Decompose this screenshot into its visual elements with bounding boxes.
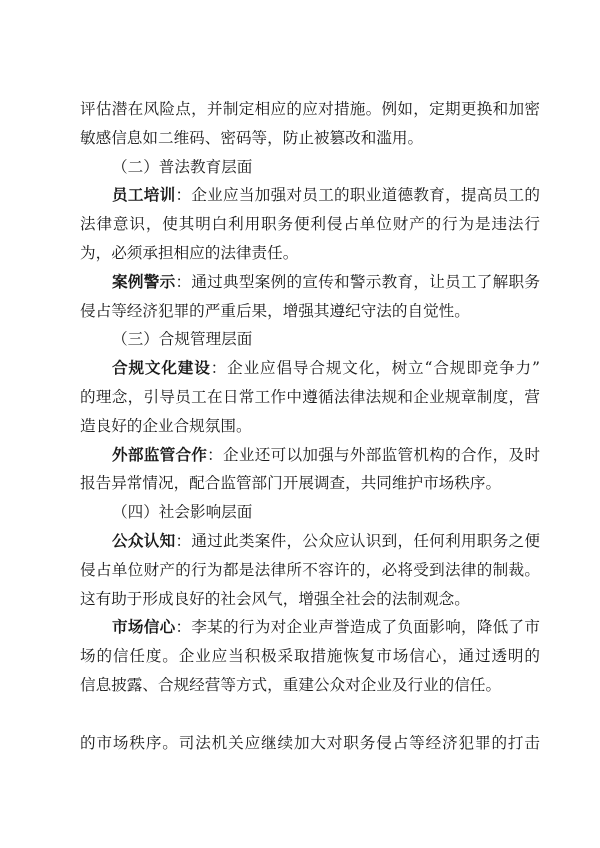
paragraph-first-line: [112, 271, 540, 293]
paragraph-first-line: [112, 184, 540, 206]
text-line: 侵占单位财产的行为都是法律所不容许的，必将受到法律的制裁。: [80, 560, 540, 579]
paragraph-first-line: [112, 616, 540, 638]
text-run: ：企业还可以加强与外部监管机构的合作，及时: [207, 445, 540, 464]
text-line: 场的信任度。企业应当积极采取措施恢复市场信心，通过透明的: [80, 647, 540, 666]
text-line: 法律意识，使其明白利用职务便利侵占单位财产的行为是违法行: [80, 215, 540, 234]
text-line: 的理念，引导员工在日常工作中遵循法律法规和企业规章制度，营: [80, 388, 540, 406]
paragraph-first-line: [112, 530, 540, 552]
section-heading: （四）社会影响层面: [112, 503, 253, 522]
keyword: 案例警示: [112, 271, 176, 291]
section-heading: （二）普法教育层面: [112, 157, 253, 176]
text-line: 报告异常情况，配合监管部门开展调查，共同维护市场秩序。: [80, 474, 502, 493]
text-run: ：通过典型案例的宣传和警示教育，让员工了解职务: [175, 272, 540, 291]
text-run: ：通过此类案件，公众应认识到，任何利用职务之便: [175, 532, 540, 550]
text-line: 为，必须承担相应的法律责任。: [80, 244, 299, 262]
text-run: ：企业应当加强对员工的职业道德教育，提高员工的: [175, 186, 540, 205]
text-line: 这有助于形成良好的社会风气，增强全社会的法制观念。: [80, 589, 470, 608]
text-line: 敏感信息如二维码、密码等，防止被篡改和滥用。: [80, 128, 424, 147]
keyword: 合规文化建设: [112, 358, 211, 378]
text-line: 的市场秩序。司法机关应继续加大对职务侵占等经济犯罪的打击: [80, 733, 540, 752]
text-line: 信息披露、合规经营等方式，重建公众对企业及行业的信任。: [80, 676, 502, 694]
keyword: 市场信心: [112, 617, 176, 637]
section-heading: （三）合规管理层面: [112, 330, 253, 349]
text-line: 侵占等经济犯罪的严重后果，增强其遵纪守法的自觉性。: [80, 301, 470, 320]
keyword: 外部监管合作: [112, 444, 208, 464]
text-run: ：企业应倡导合规文化，树立“合规即竞争力”: [210, 359, 540, 378]
paragraph-first-line: [112, 357, 540, 379]
paragraph-first-line: [112, 444, 540, 466]
keyword: 公众认知: [112, 531, 176, 550]
text-run: ：李某的行为对企业声誉造成了负面影响，降低了市: [175, 618, 540, 637]
text-line: 造良好的企业合规氛围。: [80, 416, 252, 435]
keyword: 员工培训: [112, 185, 176, 205]
text-line: 评估潜在风险点，并制定相应的应对措施。例如，定期更换和加密: [80, 100, 540, 118]
